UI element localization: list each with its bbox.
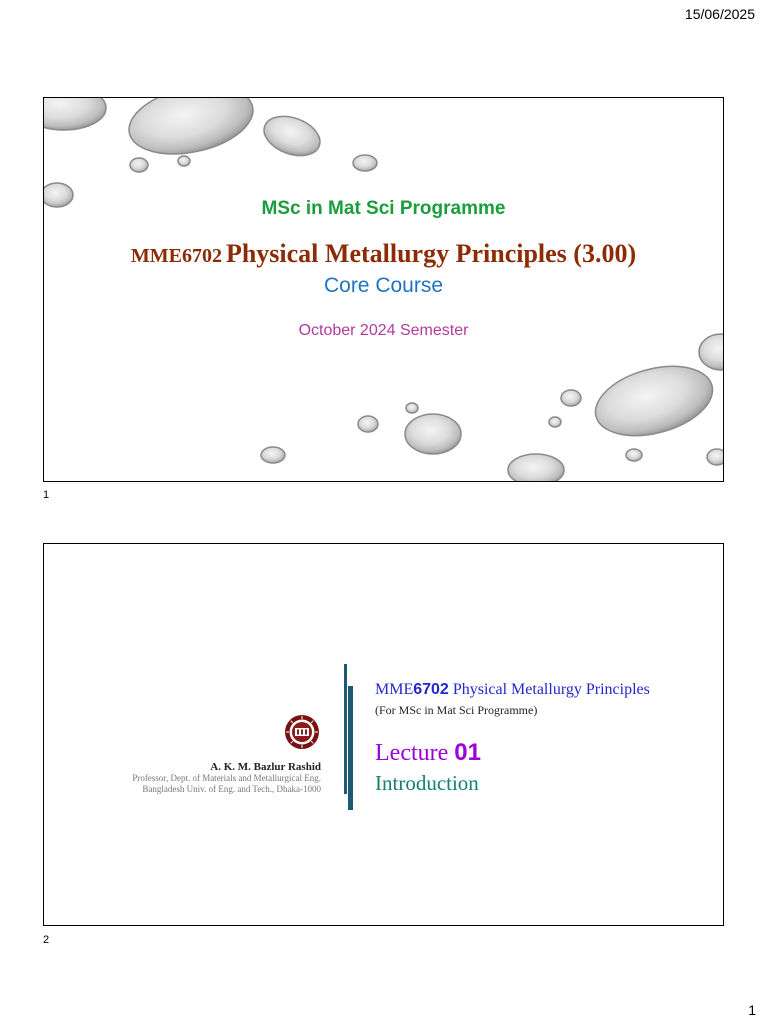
course-type: Core Course: [323, 274, 444, 297]
author-block: [132, 761, 321, 795]
author-name: A. K. M. Bazlur Rashid: [210, 761, 321, 773]
slide-1: [43, 97, 724, 482]
lecture-course-title: [375, 681, 650, 699]
course-prefix: MME: [375, 681, 414, 698]
divider-bar: [344, 664, 347, 794]
slide-2: [43, 543, 724, 926]
university-seal-icon: [284, 714, 320, 750]
lecture-number: 01: [454, 739, 481, 766]
author-affiliation: Bangladesh Univ. of Eng. and Tech., Dhaka-1000: [142, 784, 321, 794]
divider-bar-thick: [348, 686, 353, 810]
lecture-heading: [375, 739, 481, 767]
course-title: [44, 239, 723, 269]
course-name: Physical Metallurgy Principles (3.00): [225, 239, 637, 268]
slide-number-1: 1: [43, 489, 50, 501]
author-title: Professor, Dept. of Materials and Metallurgical Eng.: [132, 773, 321, 783]
programme-label: MSc in Mat Sci Programme: [261, 198, 506, 219]
semester-label: October 2024 Semester: [298, 322, 469, 339]
programme-note: (For MSc in Mat Sci Programme): [375, 703, 538, 717]
course-code: MME6702: [130, 245, 222, 267]
slide-number-2: 2: [43, 934, 50, 946]
lecture-label: Lecture: [375, 740, 455, 766]
lecture-topic: Introduction: [375, 771, 479, 795]
course-name-2: Physical Metallurgy Principles: [448, 681, 650, 698]
course-number: 6702: [413, 681, 449, 698]
page-number: 1: [748, 1002, 756, 1018]
print-date: 15/06/2025: [684, 6, 755, 22]
